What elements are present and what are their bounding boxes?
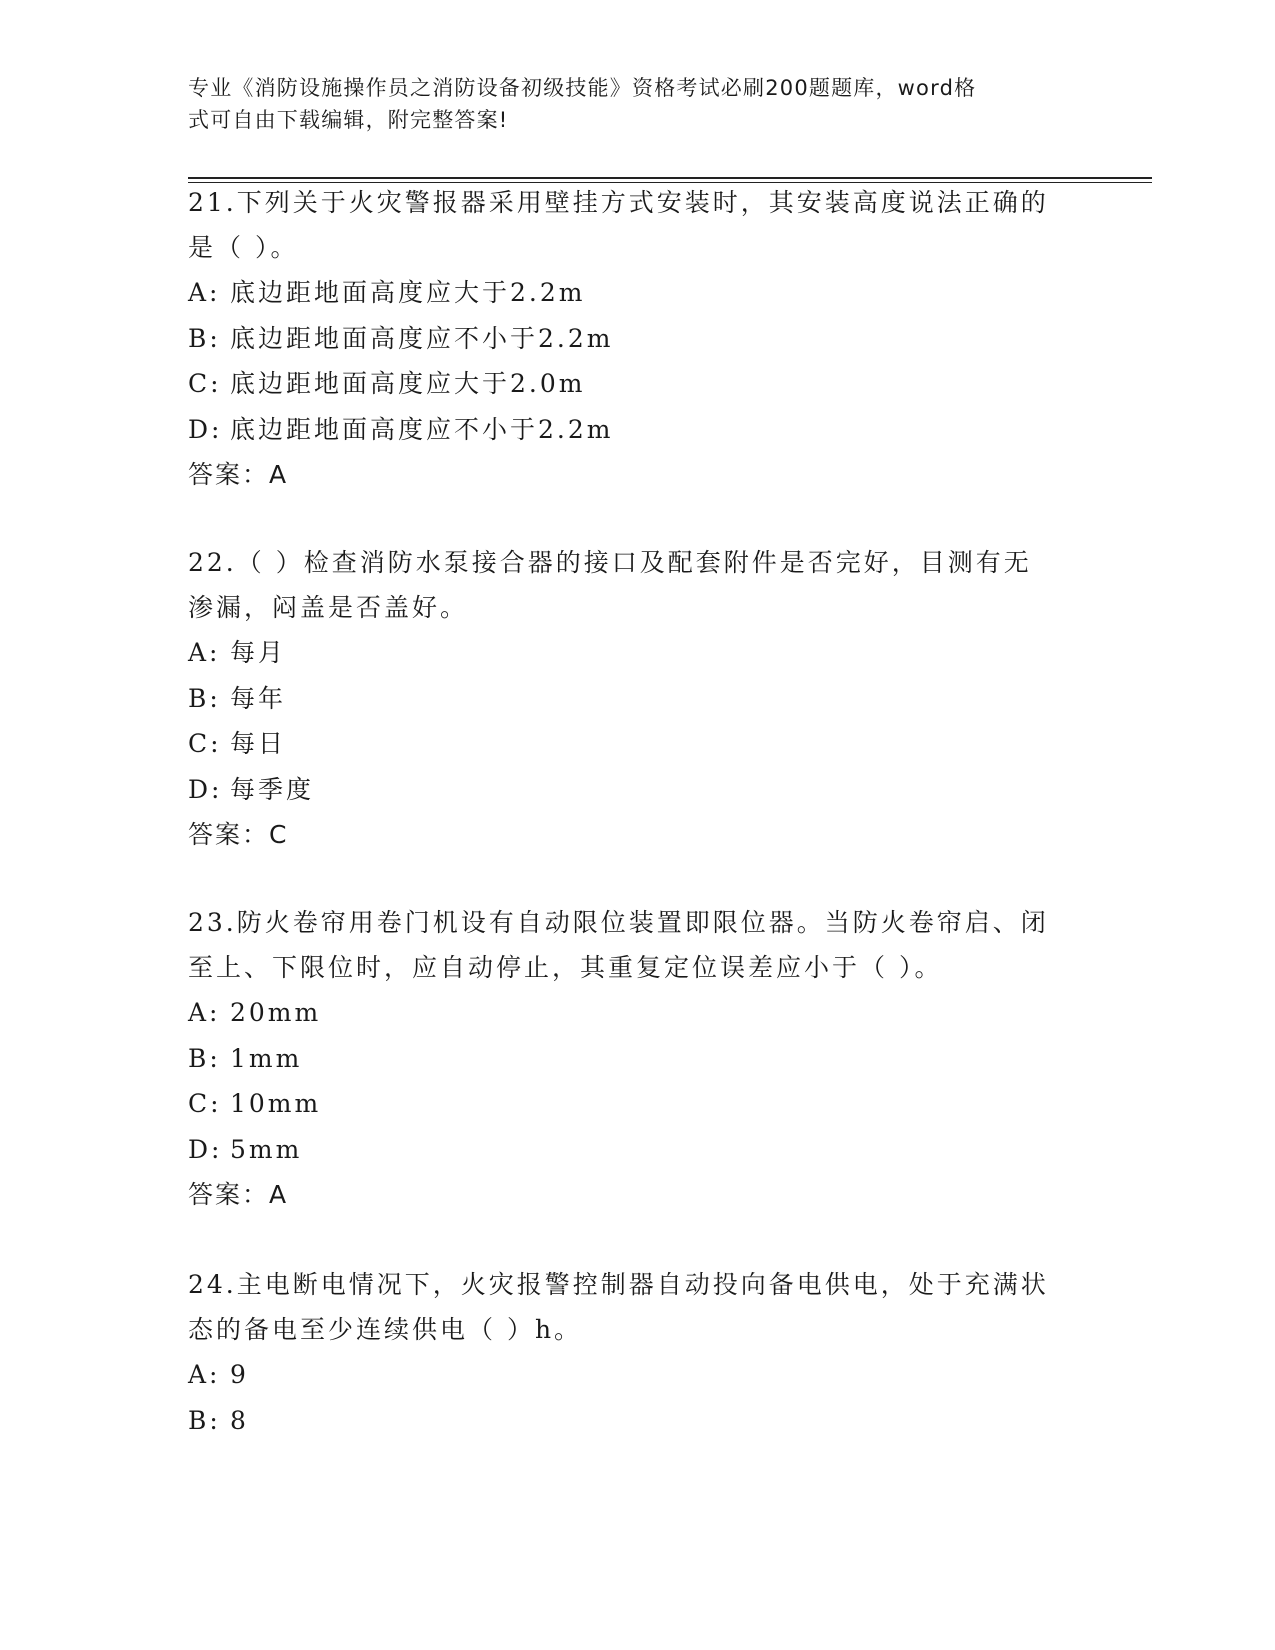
- option-a: [188, 990, 1088, 1036]
- question-stem: 23.防火卷帘用卷门机设有自动限位装置即限位器。当防火卷帘启、闭: [188, 908, 1049, 937]
- option-d: [188, 767, 1088, 813]
- option-letter: A:: [188, 998, 221, 1027]
- option-b: [188, 316, 1088, 362]
- option-letter: C:: [188, 369, 222, 398]
- option-text: 10mm: [230, 1089, 322, 1118]
- option-letter: D:: [188, 1134, 223, 1164]
- option-letter: D:: [188, 414, 223, 444]
- question-24: [188, 1262, 1088, 1443]
- option-text: 每日: [230, 729, 287, 758]
- option-text: 9: [230, 1360, 249, 1389]
- question-stem: 21.下列关于火灾警报器采用壁挂方式安装时，其安装高度说法正确的: [188, 188, 1049, 217]
- option-b: [188, 676, 1088, 722]
- header-divider-thick: [188, 177, 1152, 179]
- header-line-2: 式可自由下载编辑，附完整答案!: [188, 108, 509, 132]
- option-text: 底边距地面高度应大于2.0m: [230, 369, 586, 398]
- question-21: [188, 180, 1088, 497]
- question-stem: 24.主电断电情况下，火灾报警控制器自动投向备电供电，处于充满状: [188, 1270, 1049, 1299]
- answer-label: 答案：A: [188, 1180, 289, 1209]
- question-stem-cont: 渗漏，闷盖是否盖好。: [188, 593, 469, 622]
- document-header: [188, 72, 1073, 136]
- option-letter: D:: [188, 774, 223, 804]
- option-letter: A:: [188, 1360, 221, 1389]
- option-text: 底边距地面高度应不小于2.2m: [230, 414, 614, 444]
- option-a: [188, 1352, 1088, 1398]
- option-letter: A:: [188, 638, 221, 667]
- option-b: [188, 1036, 1088, 1082]
- option-d: [188, 407, 1088, 453]
- option-text: 20mm: [230, 998, 322, 1027]
- option-a: [188, 270, 1088, 316]
- header-line-1: 专业《消防设施操作员之消防设备初级技能》资格考试必刷200题题库，word格: [188, 76, 977, 100]
- option-letter: B:: [188, 323, 221, 353]
- option-text: 每季度: [230, 774, 315, 804]
- option-text: 每月: [230, 638, 287, 667]
- option-b: [188, 1398, 1088, 1444]
- option-c: [188, 1081, 1088, 1127]
- option-letter: C:: [188, 729, 222, 758]
- option-letter: B:: [188, 1043, 221, 1073]
- option-letter: B:: [188, 683, 221, 713]
- option-letter: B:: [188, 1405, 221, 1435]
- option-letter: C:: [188, 1089, 222, 1118]
- question-stem-cont: 态的备电至少连续供电（ ）h。: [188, 1315, 583, 1344]
- option-text: 每年: [230, 683, 287, 713]
- option-text: 5mm: [230, 1134, 303, 1164]
- option-a: [188, 630, 1088, 676]
- option-text: 1mm: [230, 1043, 303, 1073]
- question-stem-cont: 至上、下限位时，应自动停止，其重复定位误差应小于（ ）。: [188, 953, 943, 982]
- option-text: 8: [230, 1405, 249, 1435]
- option-d: [188, 1127, 1088, 1173]
- option-letter: A:: [188, 278, 221, 307]
- option-c: [188, 361, 1088, 407]
- answer-label: 答案：C: [188, 820, 289, 849]
- question-stem-cont: 是（ ）。: [188, 233, 299, 262]
- option-text: 底边距地面高度应大于2.2m: [230, 278, 586, 307]
- question-22: [188, 540, 1088, 857]
- question-23: [188, 900, 1088, 1217]
- question-stem: 22.（ ）检查消防水泵接合器的接口及配套附件是否完好，目测有无: [188, 548, 1032, 577]
- answer-label: 答案：A: [188, 460, 289, 489]
- option-text: 底边距地面高度应不小于2.2m: [230, 323, 614, 353]
- option-c: [188, 721, 1088, 767]
